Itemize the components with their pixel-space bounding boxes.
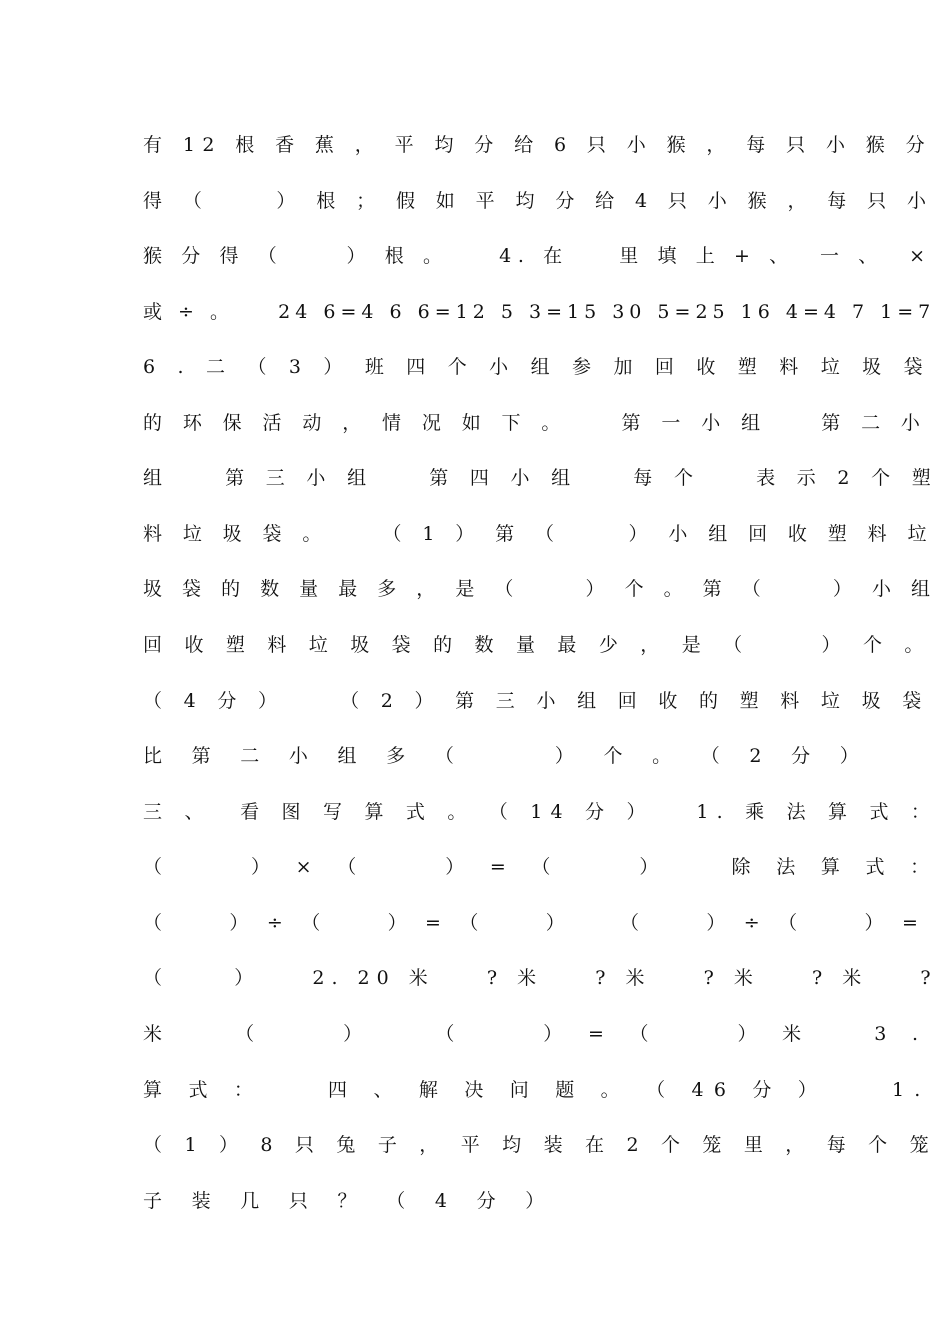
- text-line-13: 三 、 看 图 写 算 式 。 （ 14 分 ） 1. 乘 法 算 式 ：: [143, 801, 939, 823]
- text-line-16: （ ） 2. 20 米 ? 米 ? 米 ? 米 ? 米 ?: [143, 967, 938, 989]
- text-line-17: 米 （ ） （ ） = （ ） 米 3 .: [143, 1023, 928, 1045]
- text-line-19: （ 1 ） 8 只 兔 子 ， 平 均 装 在 2 个 笼 里 ， 每 个 笼: [143, 1134, 937, 1156]
- text-line-9: 圾 袋 的 数 量 最 多 ， 是 （ ） 个 。 第 （ ） 小 组: [143, 578, 937, 600]
- text-line-7: 组 第 三 小 组 第 四 小 组 每 个 表 示 2 个 塑: [143, 467, 939, 489]
- text-line-5: 6 . 二 （ 3 ） 班 四 个 小 组 参 加 回 收 塑 料 垃 圾 袋: [143, 356, 931, 378]
- text-line-12: 比 第 二 小 组 多 （ ） 个 。 （ 2 分 ）: [143, 745, 871, 767]
- text-line-1: 有 12 根 香 蕉 ， 平 均 分 给 6 只 小 猴 ， 每 只 小 猴 分: [143, 134, 933, 156]
- text-line-10: 回 收 塑 料 垃 圾 袋 的 数 量 最 少 ， 是 （ ） 个 。: [143, 634, 932, 656]
- text-line-11: （ 4 分 ） （ 2 ） 第 三 小 组 回 收 的 塑 料 垃 圾 袋: [143, 690, 930, 712]
- text-line-15: （ ） ÷ （ ） = （ ） （ ） ÷ （ ） =: [143, 912, 925, 934]
- text-line-8: 料 垃 圾 袋 。 （ 1 ） 第 （ ） 小 组 回 收 塑 料 垃: [143, 523, 934, 545]
- text-line-20: 子 装 几 只 ？ （ 4 分 ）: [143, 1190, 557, 1212]
- text-line-14: （ ） × （ ） = （ ） 除 法 算 式 ：: [143, 856, 939, 878]
- text-line-6: 的 环 保 活 动 ， 情 况 如 下 。 第 一 小 组 第 二 小: [143, 412, 928, 434]
- text-line-18: 算 式 ： 四 、 解 决 问 题 。 （ 46 分 ） 1.: [143, 1079, 931, 1101]
- text-line-3: 猴 分 得 （ ） 根 。 4. 在 里 填 上 + 、 一 、 ×: [143, 245, 932, 267]
- text-line-2: 得 （ ） 根 ； 假 如 平 均 分 给 4 只 小 猴 ， 每 只 小: [143, 190, 934, 212]
- text-line-4: 或 ÷ 。 24 6=4 6 6=12 5 3=15 30 5=25 16 4=4 7 1=7: [143, 301, 936, 323]
